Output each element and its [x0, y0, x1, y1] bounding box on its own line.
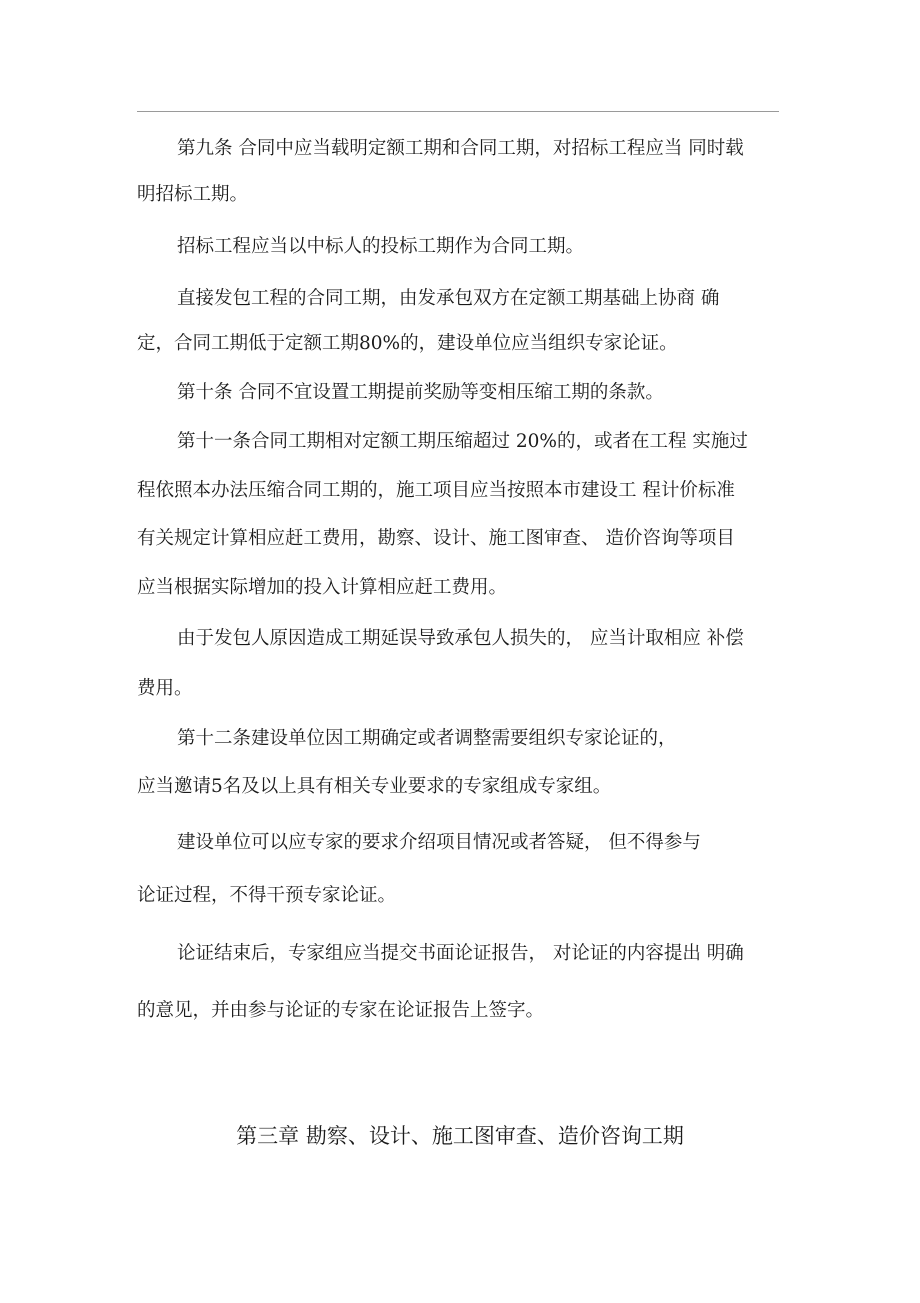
header-rule	[137, 111, 779, 112]
article-9-para-2: 招标工程应当以中标人的投标工期作为合同工期。	[177, 236, 585, 257]
chapter-heading: 第三章 勘察、设计、施工图审查、造价咨询工期	[236, 1124, 684, 1148]
article-12-para-3-line-2: 的意见，并由参与论证的专家在论证报告上签字。	[137, 1000, 545, 1021]
article-12-line-2: 应当邀请5名及以上具有相关专业要求的专家组成专家组。	[137, 776, 612, 797]
article-11-line-1: 第十一条合同工期相对定额工期压缩超过 20%的，或者在工程 实施过	[177, 431, 748, 452]
article-10-line-1: 第十条 合同不宜设置工期提前奖励等变相压缩工期的条款。	[177, 382, 664, 403]
article-12-line-1: 第十二条建设单位因工期确定或者调整需要组织专家论证的，	[177, 728, 677, 749]
article-9-para-3-line-2: 定，合同工期低于定额工期80%的，建设单位应当组织专家论证。	[137, 333, 678, 354]
article-12-para-3-line-1: 论证结束后，专家组应当提交书面论证报告， 对论证的内容提出 明确	[177, 943, 744, 964]
article-12-para-2-line-2: 论证过程，不得干预专家论证。	[137, 885, 397, 906]
article-9-line-1: 第九条 合同中应当载明定额工期和合同工期，对招标工程应当 同时载	[177, 138, 744, 159]
article-11-line-4: 应当根据实际增加的投入计算相应赶工费用。	[137, 577, 508, 598]
article-12-para-2-line-1: 建设单位可以应专家的要求介绍项目情况或者答疑， 但不得参与	[177, 832, 701, 853]
article-9-para-3-line-1: 直接发包工程的合同工期，由发承包双方在定额工期基础上协商 确	[177, 288, 720, 309]
article-11-para-2-line-2: 费用。	[137, 678, 193, 699]
article-11-line-3: 有关规定计算相应赶工费用，勘察、设计、施工图审查、 造价咨询等项目	[137, 528, 735, 549]
article-9-line-2: 明招标工期。	[137, 184, 249, 205]
article-11-para-2-line-1: 由于发包人原因造成工期延误导致承包人损失的， 应当计取相应 补偿	[177, 628, 744, 649]
article-11-line-2: 程依照本办法压缩合同工期的，施工项目应当按照本市建设工 程计价标准	[137, 480, 735, 501]
